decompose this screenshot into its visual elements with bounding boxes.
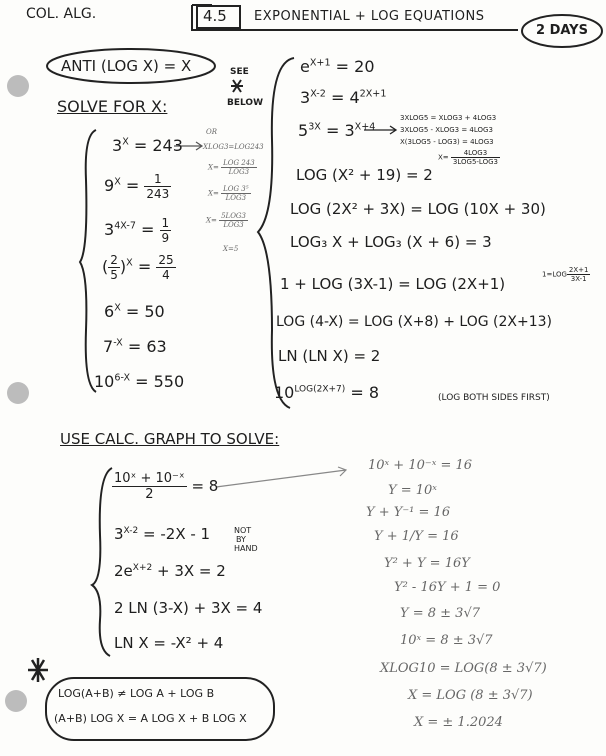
- calc-work-11: X = ± 1.2024: [414, 715, 503, 730]
- not-label: NOT: [234, 526, 252, 535]
- calc-work-7: Y = 8 ± 3√7: [400, 606, 480, 621]
- calc-eq-4: 2 LN (3-X) + 3X = 4: [114, 599, 263, 617]
- by-label: BY: [236, 535, 246, 544]
- note-5-3x-line-1: 3XLOG5 = XLOG3 + 4LOG3: [400, 114, 497, 122]
- calc-heading: USE CALC. GRAPH TO SOLVE:: [60, 430, 280, 448]
- eq-left-5: $6^X = 50$: [104, 302, 165, 321]
- eq-right-2: $3^{X-2} = 4^{2X+1}$: [300, 88, 387, 107]
- eq-left-1: $3^X = 243$: [112, 136, 183, 155]
- eq-left-4: ( $\frac{2}{5}$ )$^X$ = $\frac{25}{4}$: [102, 253, 174, 282]
- log-both-note: (LOG BOTH SIDES FIRST): [438, 393, 550, 403]
- calc-brace: [92, 468, 112, 656]
- example-line-4: X= $\frac{\text{5LOG3}}{\text{LOG3}}$: [206, 212, 246, 229]
- solve-heading: SOLVE FOR X:: [57, 97, 168, 116]
- anti-log-rule: ANTI (LOG X) = X: [61, 57, 192, 75]
- example-line-2: X= $\frac{\text{LOG 243}}{\text{LOG3}}$: [208, 159, 255, 176]
- section-number: 4.5: [203, 7, 227, 25]
- calc-work-10: X = LOG (8 ± 3√7): [408, 688, 533, 703]
- calc-work-2: Y = 10ˣ: [388, 483, 437, 498]
- bottom-star: [28, 658, 48, 682]
- example-line-3: X= $\frac{\text{LOG 3⁵}}{\text{LOG3}}$: [208, 185, 249, 202]
- calc-work-1: 10ˣ + 10⁻ˣ = 16: [368, 458, 473, 473]
- calc-work-9: XLOG10 = LOG(8 ± 3√7): [380, 661, 547, 676]
- calc-eq-3: $2e^{X+2} + 3X = 2$: [114, 562, 226, 580]
- note-5-3x-line-3: X(3LOG5 - LOG3) = 4LOG3: [400, 138, 494, 146]
- eq-right-1: $e^{X+1} = 20$: [300, 57, 375, 76]
- eq-left-7: $10^{6-X} = 550$: [94, 372, 185, 391]
- note-5-3x-line-4: X= $\frac{\text{4LOG3}}{\text{3LOG5-LOG3}}$: [438, 149, 498, 166]
- calc-work-6: Y² - 16Y + 1 = 0: [394, 580, 501, 595]
- calc-work-4: Y + 1/Y = 16: [374, 529, 459, 544]
- eq-right-8: LOG (4-X) = LOG (X+8) + LOG (2X+13): [276, 314, 553, 330]
- eq-left-3: $3^{4X-7}$ = $\frac{1}{9}$: [104, 216, 170, 245]
- course-label: COL. ALG.: [26, 6, 97, 22]
- eq-left-2: $9^X$ = $\frac{1}{243}$: [104, 172, 170, 201]
- see-below-star: [231, 80, 243, 92]
- example-line-1: XLOG3=LOG243: [203, 143, 264, 151]
- calc-work-5: Y² + Y = 16Y: [384, 556, 470, 571]
- see-label: SEE: [230, 67, 249, 77]
- note-5-3x-line-2: 3XLOG5 - XLOG3 = 4LOG3: [400, 126, 493, 134]
- duration-badge: 2 DAYS: [536, 23, 588, 38]
- star-box-line-2: (A+B) LOG X = A LOG X + B LOG X: [54, 712, 247, 725]
- eq-right-10: $10^{LOG(2X+7)} = 8$: [274, 383, 380, 402]
- example-line-5: X=5: [223, 245, 239, 253]
- eq-right-4: LOG (X² + 19) = 2: [296, 166, 433, 184]
- example-or: OR: [206, 128, 218, 136]
- calc-eq-2: $3^{X-2} = -2X - 1$: [114, 525, 211, 543]
- calc-eq-1: $\frac{\text{10ˣ + 10⁻ˣ}}{2}$ = 8: [114, 471, 219, 502]
- eq-right-7: 1 + LOG (3X-1) = LOG (2X+1): [280, 275, 506, 293]
- eq-right-3: $5^{3X} = 3^{X+4}$: [298, 121, 376, 140]
- left-brace: [80, 130, 96, 392]
- calc-work-8: 10ˣ = 8 ± 3√7: [400, 633, 493, 648]
- arrow-calc: [216, 467, 346, 487]
- calc-work-3: Y + Y⁻¹ = 16: [366, 505, 451, 520]
- below-label: BELOW: [227, 98, 263, 108]
- eq-right-5: LOG (2X² + 3X) = LOG (10X + 30): [290, 200, 546, 218]
- eq-left-6: $7^{-X} = 63$: [103, 337, 167, 356]
- eq-right-9: LN (LN X) = 2: [278, 347, 381, 365]
- eq-right-6: LOG₃ X + LOG₃ (X + 6) = 3: [290, 233, 492, 251]
- star-box-line-1: LOG(A+B) ≠ LOG A + LOG B: [58, 687, 215, 700]
- page-title: EXPONENTIAL + LOG EQUATIONS: [254, 9, 485, 24]
- side-note: 1=LOG $\frac{2X+1}{3X-1}$: [542, 266, 589, 283]
- calc-eq-5: LN X = -X² + 4: [114, 634, 224, 652]
- hand-label: HAND: [234, 544, 258, 553]
